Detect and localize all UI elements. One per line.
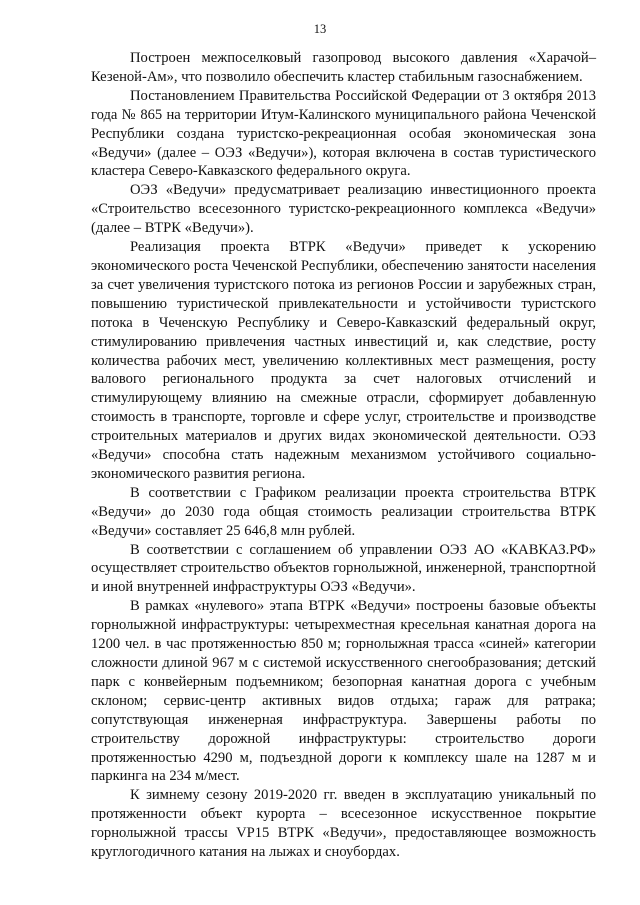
document-body xyxy=(91,49,596,862)
paragraph-winter-season: К зимнему сезону 2019-2020 гг. введен в эксплуатацию уникальный по протяженности объект курорта – всесезонное искусственное покрытие горнолыжной трассы VP15 ВТРК «Ведучи», предоставляющее возможность круглогодичного катания на лыжах и сноубордах. xyxy=(91,787,596,861)
paragraph-gas-pipeline: Построен межпоселковый газопровод высокого давления «Харачой–Кезеной-Ам», что позволило обеспечить кластер стабильным газоснабжением. xyxy=(91,50,596,85)
page-number: 13 xyxy=(313,22,327,36)
paragraph-government-resolution: Постановлением Правительства Российской Федерации от 3 октября 2013 года № 865 на территории Итум-Калинского муниципального района Чеченской Республики создана туристско-рекреационная особая экономическая зона «Ведучи» (далее – ОЭЗ «Ведучи»), которая включена в состав туристического кластера Северо-Кавказского федерального округа. xyxy=(91,87,596,180)
paragraph-investment-project: ОЭЗ «Ведучи» предусматривает реализацию инвестиционного проекта «Строительство всесезонного туристско-рекреационного комплекса «Ведучи» (далее – ВТРК «Ведучи»). xyxy=(91,182,596,237)
paragraph-project-benefits: Реализация проекта ВТРК «Ведучи» приведет к ускорению экономического роста Чеченской Республики, обеспечению занятости населения за счет увеличения туристского потока из регионов России и зарубежных стран, повышению туристической привлекательности и устойчивости туристского потока в Чеченскую Республику и Северо-Кавказский федеральный округ, стимулированию привлечения частных инвестиций и, как следствие, росту количества рабочих мест, увеличению коллективных мест размещения, росту валового регионального продукта за счет налоговых отчислений и стимулирующему влиянию на смежные отрасли, сформирует добавленную стоимость в транспорте, торговле и сфере услуг, строительстве и производстве строительных материалов и других видах экономической деятельности. ОЭЗ «Ведучи» способна стать надежным механизмом устойчивого социально-экономического развития региона. xyxy=(91,239,596,482)
paragraph-construction-cost: В соответствии с Графиком реализации проекта строительства ВТРК «Ведучи» до 2030 года общая стоимость реализации строительства ВТРК «Ведучи» составляет 25 646,8 млн рублей. xyxy=(91,484,596,539)
paragraph-management-agreement: В соответствии с соглашением об управлении ОЭЗ АО «КАВКАЗ.РФ» осуществляет строительство объектов горнолыжной, инженерной, транспортной и иной внутренней инфраструктуры ОЭЗ «Ведучи». xyxy=(91,541,596,596)
paragraph-zero-stage: В рамках «нулевого» этапа ВТРК «Ведучи» построены базовые объекты горнолыжной инфраструктуры: четырехместная кресельная канатная дорога на 1200 чел. в час протяженностью 850 м; горнолыжная трасса «синей» категории сложности длиной 967 м с системой искусственного снегообразования; детский парк с конвейерным подъемником; безопорная канатная дорога с учебным склоном; сервис-центр активных видов отдыха; гараж для ратрака; сопутствующая инженерная инфраструктура. Завершены работы по строительству дорожной инфраструктуры: строительство дороги протяженностью 4290 м, подъездной дороги к комплексу шале на 1287 м и паркинга на 234 м/мест. xyxy=(91,598,596,785)
